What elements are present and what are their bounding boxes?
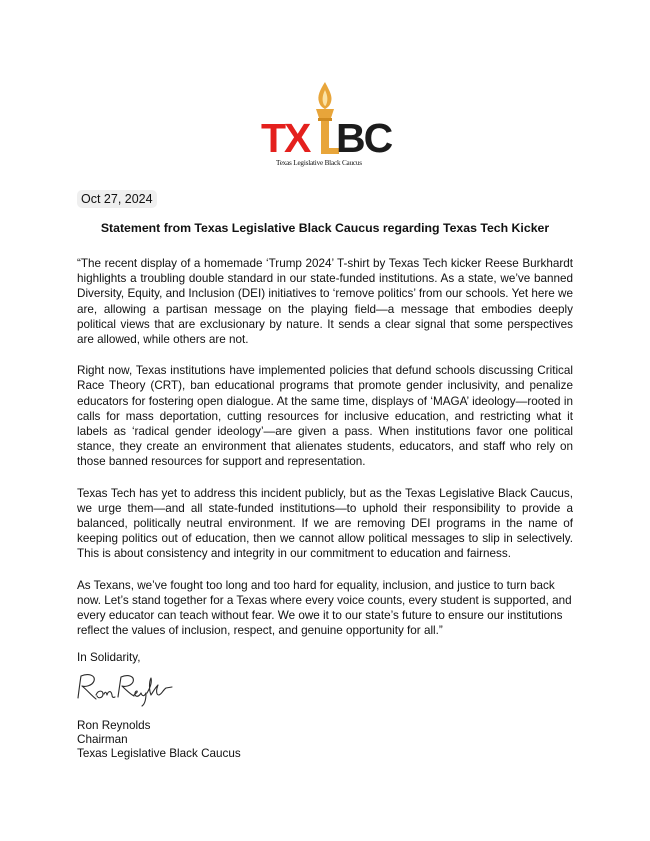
logo-wordmark xyxy=(258,116,392,160)
closing-line: In Solidarity, xyxy=(77,651,141,664)
body-paragraph: Right now, Texas institutions have implemented policies that defund schools discussing Critical Race Theory (CRT), ban educational programs that promote gender inclusivity, and penalize educators for fostering open dialogue. At the same time, displays of ‘MAGA’ ideology—rooted in calls for mass deportation, cutting resources for inclusive education, and restricting what it labels as ‘radical gender ideology’—are given a pass. When institutions favor one political stance, they create an environment that alienates students, educators, and staff who rely on those banned resources for support and representation. xyxy=(77,364,573,469)
signer-name: Ron Reynolds xyxy=(77,719,151,732)
statement-title: Statement from Texas Legislative Black Caucus regarding Texas Tech Kicker xyxy=(100,221,550,235)
logo-bc-letters: BC xyxy=(336,115,392,161)
body-paragraph: Texas Tech has yet to address this incident publicly, but as the Texas Legislative Black Caucus, we urge them—and all state-funded institutions—to uphold their responsibility to provide a balanced, politically neutral environment. If we are removing DEI programs in the name of keeping politics out of education, then we cannot allow political messages to slip in selectively. This is about consistency and integrity in our commitment to education and fairness. xyxy=(77,486,573,561)
signer-block xyxy=(77,719,241,762)
body-paragraph: As Texans, we’ve fought too long and too hard for equality, inclusion, and justice to turn back now. Let’s stand together for a Texas where every voice counts, every student is supported, and every educator can teach without fear. We owe it to our state’s future to ensure our institutions reflect the values of inclusion, respect, and genuine opportunity for all.” xyxy=(77,578,572,638)
body-paragraph: “The recent display of a homemade ‘Trump 2024’ T-shirt by Texas Tech kicker Reese Burkhardt highlights a troubling double standard in our state-funded institutions. As a state, we’ve banned Diversity, Equity, and Inclusion (DEI) initiatives to ‘remove politics’ from our schools. Yet here we are, allowing a partisan message on the playing field—a message that embodies deeply political views that are exclusionary by nature. It sends a clear signal that some perspectives are allowed, while others are not. xyxy=(77,257,573,347)
txlbc-logo xyxy=(258,80,392,172)
handwritten-signature xyxy=(70,668,175,708)
signer-organization: Texas Legislative Black Caucus xyxy=(77,747,241,761)
logo-caption: Texas Legislative Black Caucus xyxy=(276,159,362,167)
signer-role: Chairman xyxy=(77,733,128,747)
logo-tx-letters: TX xyxy=(261,115,310,161)
statement-body xyxy=(77,256,573,654)
statement-date: Oct 27, 2024 xyxy=(77,190,157,208)
